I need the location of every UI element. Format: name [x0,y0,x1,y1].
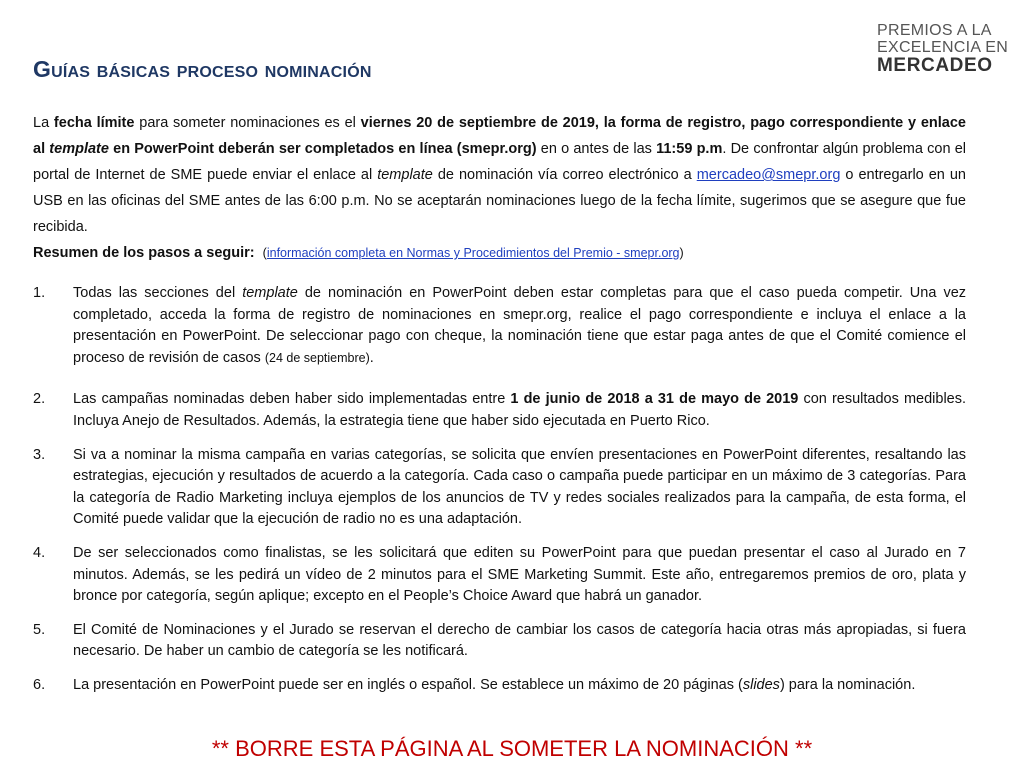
step-number: 6. [33,676,46,693]
email-link[interactable]: mercadeo@smepr.org [696,167,841,183]
step-text: Si va a nominar la misma campaña en varias categorías, se solicita que envíen presentaciones en PowerPoint diferentes, resaltando las estrategias, ejecución y resultados de acuerdo a la categoría. Cada caso o campaña puede participar en un máximo de 3 categorías. Para la categoría de Radio Marketing incluya ejemplos de los anuncios de TV y redes sociales realizados para la campaña, de esta forma, el Comité puede validar que la ejecución de radio no es una adaptación. [73,446,966,528]
step-text: La presentación en PowerPoint puede ser en inglés o español. Se establece un máximo de 20 páginas ( [73,676,743,693]
step-date-note: (24 de septiembre) [264,350,370,365]
premios-logo [877,22,1007,74]
step-text: Todas las secciones del [73,285,243,301]
intro-bold: viernes 20 de septiembre de 2019, la forma de registro, pago correspondiente y enlace al [33,115,966,157]
delete-page-warning: ** BORRE ESTA PÁGINA AL SOMETER LA NOMINACIÓN ** [211,736,813,761]
summary-paren-close: ) [679,246,684,260]
step-italic: template [242,285,298,301]
intro-text: de nominación vía correo electrónico a [432,167,697,183]
intro-bold: fecha límite [53,115,135,131]
intro-bold: en PowerPoint deberán ser completados en línea (smepr.org) [108,141,537,157]
intro-bold-italic: template [49,141,109,157]
logo-line-1: PREMIOS A LA [877,22,992,39]
logo-line-2: EXCELENCIA EN [877,39,1009,56]
step-number: 1. [33,285,46,301]
step-text: de nominación en PowerPoint deben estar completas para que el caso pueda competir. Una vez completado, acceda la forma de registro de nominaciones en smepr.org, realice el pago correspondiente e incluya el enlace a la presentación en PowerPoint. De seleccionar pago con cheque, la nominación tiene que estar paga antes de que el Comité comience el proceso de revisión de casos [73,285,967,366]
step-number: 4. [33,544,46,561]
logo-line-3: MERCADEO [877,55,993,76]
list-item [33,283,966,369]
step-text: De ser seleccionados como finalistas, se les solicitará que editen su PowerPoint para que puedan presentar el caso al Jurado en 7 minutos. Además, se les pedirá un vídeo de 2 minutos para el SME Marketing Summit. Este año, entregaremos premios de oro, plata y bronce por categoría, según aplique; excepto en el People’s Choice Award que habrá un ganador. [73,544,966,605]
list-item [33,389,966,432]
step-text: con resultados medibles. Incluya Anejo de Resultados. Además, la estrategia tiene que haber sido ejecutada en Puerto Rico. [73,391,967,429]
page-title: Guías básicas proceso nominación [33,56,372,82]
steps-list [33,283,966,697]
list-item [33,675,966,697]
intro-text: o entregarlo en un USB en las oficinas del SME antes de las 6:00 p.m. No se aceptarán nominaciones luego de la fecha límite, sugerimos que se asegure que fue recibida. [33,167,966,235]
summary-line [33,242,966,264]
step-text: . [369,349,374,366]
list-item [33,445,966,531]
intro-text: para someter nominaciones es el [134,115,361,131]
summary-paren-open: ( [262,246,267,260]
step-text: ) para la nominación. [779,676,916,693]
summary-label: Resumen de los pasos a seguir: [33,245,255,261]
intro-italic: template [377,167,433,183]
step-bold: 1 de junio de 2018 a 31 de mayo de 2019 [510,391,799,408]
list-item [33,620,966,663]
list-item [33,543,966,608]
intro-text: . De confrontar algún problema con el portal de Internet de SME puede enviar el enlace al [33,141,966,183]
step-italic: slides [742,676,780,693]
intro-text: La [33,115,54,131]
intro-bold: 11:59 p.m [656,141,723,157]
step-text: El Comité de Nominaciones y el Jurado se reservan el derecho de cambiar los casos de categoría hacia otras más apropiadas, si fuera necesario. De haber un cambio de categoría se les notificará. [73,621,966,660]
rules-link[interactable]: información completa en Normas y Procedimientos del Premio - smepr.org [266,246,680,260]
step-number: 3. [33,446,46,463]
step-number: 5. [33,621,46,638]
step-number: 2. [33,391,46,408]
intro-text: en o antes de las [536,141,657,157]
step-text: Las campañas nominadas deben haber sido implementadas entre [73,391,511,408]
intro-paragraph [33,110,966,240]
